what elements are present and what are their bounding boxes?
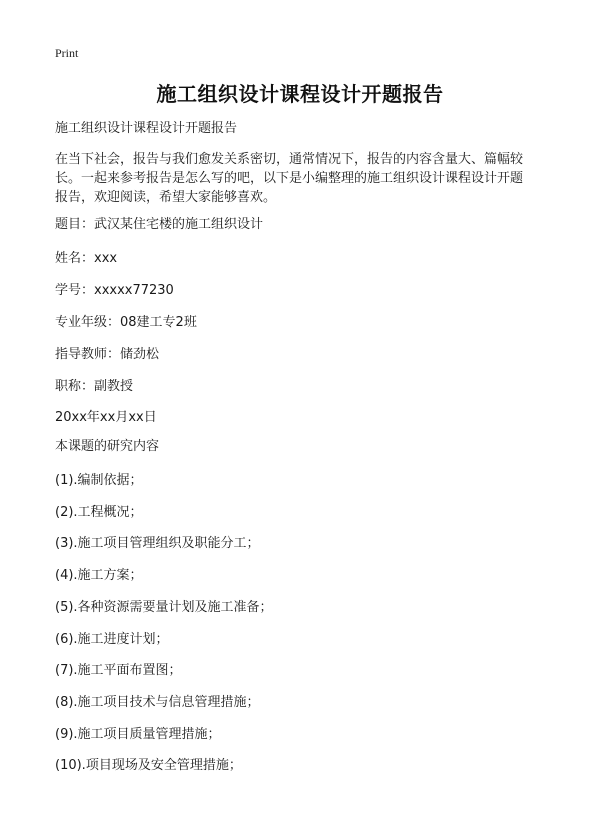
field-advisor: 指导教师：储劲松 (55, 347, 160, 362)
field-name: 姓名：xxx (55, 251, 118, 266)
print-link[interactable]: Print (55, 46, 79, 60)
list-item: (5).各种资源需要量计划及施工准备； (55, 600, 273, 615)
page-title: 施工组织设计课程设计开题报告 (156, 82, 444, 106)
intro-line: 在当下社会，报告与我们愈发关系密切，通常情况下，报告的内容含量大、篇幅较 (55, 152, 524, 167)
field-major: 专业年级：08建工专2班 (55, 315, 197, 330)
intro-line: 报告，欢迎阅读，希望大家能够喜欢。 (55, 190, 277, 205)
intro-paragraph (55, 150, 555, 207)
list-item: (4).施工方案； (55, 568, 143, 583)
list-item: (7).施工平面布置图； (55, 663, 182, 678)
list-item: (3).施工项目管理组织及职能分工； (55, 536, 260, 551)
field-date: 20xx年xx月xx日 (55, 410, 157, 425)
list-item: (9).施工项目质量管理措施； (55, 727, 221, 742)
section-heading: 本课题的研究内容 (55, 439, 160, 454)
list-item: (1).编制依据； (55, 473, 143, 488)
list-item: (2).工程概况； (55, 505, 143, 520)
intro-line: 长。一起来参考报告是怎么写的吧，以下是小编整理的施工组织设计课程设计开题 (55, 171, 524, 186)
document-subtitle: 施工组织设计课程设计开题报告 (55, 121, 238, 136)
field-topic: 题目：武汉某住宅楼的施工组织设计 (55, 217, 264, 232)
list-item: (8).施工项目技术与信息管理措施； (55, 695, 260, 710)
list-item: (6).施工进度计划； (55, 632, 169, 647)
list-item: (10).项目现场及安全管理措施； (55, 758, 242, 773)
field-rank: 职称：副教授 (55, 379, 134, 394)
field-student-id: 学号：xxxxx77230 (55, 283, 174, 298)
